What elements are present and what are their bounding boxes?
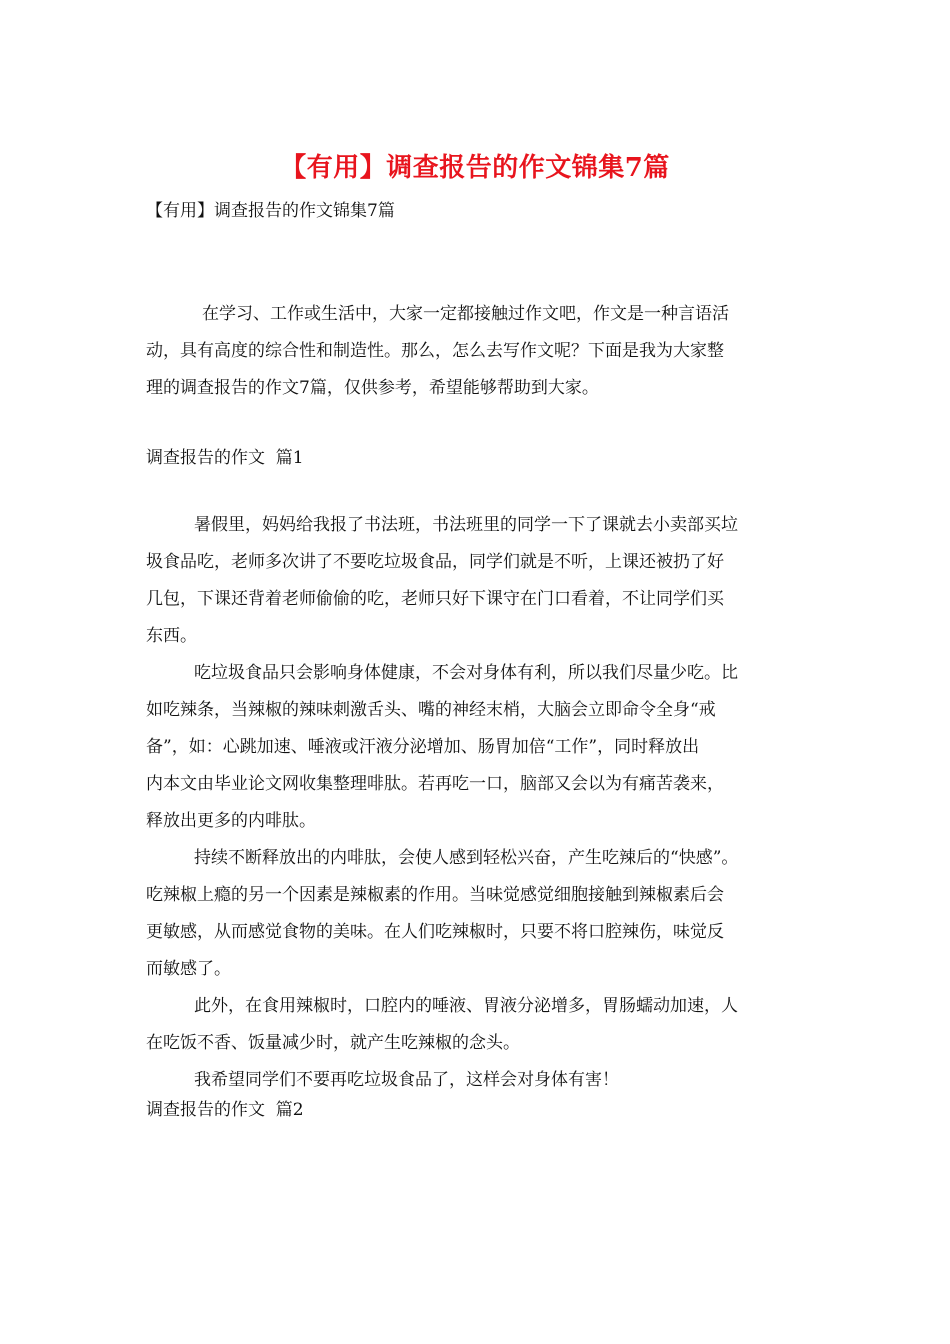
- text-line: 东西。: [146, 626, 197, 646]
- paragraph: [146, 988, 822, 1062]
- paragraph: [146, 840, 822, 988]
- text-line: 如吃辣条，当辣椒的辣味刺激舌头、嘴的神经末梢，大脑会立即命令全身“戒: [146, 700, 716, 720]
- text-line: 暑假里，妈妈给我报了书法班，书法班里的同学一下了课就去小卖部买垃: [194, 515, 738, 535]
- paragraph: [146, 507, 822, 655]
- text-line: 而敏感了。: [146, 959, 231, 979]
- text-line: 更敏感，从而感觉食物的美味。在人们吃辣椒时，只要不将口腔辣伤，味觉反: [146, 922, 724, 942]
- text-line: 吃辣椒上瘾的另一个因素是辣椒素的作用。当味觉感觉细胞接触到辣椒素后会: [146, 885, 724, 905]
- section-heading-2: 调查报告的作文 篇2: [146, 1100, 304, 1120]
- paragraph: [146, 655, 822, 840]
- intro-line: 理的调查报告的作文7篇，仅供参考，希望能够帮助到大家。: [146, 378, 599, 398]
- text-line: 在吃饭不香、饭量减少时，就产生吃辣椒的念头。: [146, 1033, 520, 1053]
- paragraph: [146, 1062, 822, 1099]
- page-title: 【有用】调查报告的作文锦集7篇: [280, 153, 670, 183]
- text-line: 吃垃圾食品只会影响身体健康，不会对身体有利，所以我们尽量少吃。比: [194, 663, 738, 683]
- intro-paragraph: [146, 296, 822, 407]
- section-1-body: [146, 507, 822, 1099]
- section-heading-1: 调查报告的作文 篇1: [146, 448, 304, 468]
- intro-line: 动，具有高度的综合性和制造性。那么，怎么去写作文呢？下面是我为大家整: [146, 341, 724, 361]
- text-line: 持续不断释放出的内啡肽，会使人感到轻松兴奋，产生吃辣后的“快感”。: [194, 848, 739, 868]
- text-line: 释放出更多的内啡肽。: [146, 811, 316, 831]
- intro-line: 在学习、工作或生活中，大家一定都接触过作文吧，作文是一种言语活: [202, 304, 729, 324]
- text-line: 内本文由毕业论文网收集整理啡肽。若再吃一口，脑部又会以为有痛苦袭来，: [146, 774, 724, 794]
- text-line: 备”，如：心跳加速、唾液或汗液分泌增加、肠胃加倍“工作”，同时释放出: [146, 737, 700, 757]
- text-line: 几包，下课还背着老师偷偷的吃，老师只好下课守在门口看着，不让同学们买: [146, 589, 724, 609]
- text-line: 我希望同学们不要再吃垃圾食品了，这样会对身体有害！: [194, 1070, 619, 1090]
- document-subtitle: 【有用】调查报告的作文锦集7篇: [146, 201, 395, 221]
- text-line: 此外，在食用辣椒时，口腔内的唾液、胃液分泌增多，胃肠蠕动加速，人: [194, 996, 738, 1016]
- text-line: 圾食品吃，老师多次讲了不要吃垃圾食品，同学们就是不听，上课还被扔了好: [146, 552, 724, 572]
